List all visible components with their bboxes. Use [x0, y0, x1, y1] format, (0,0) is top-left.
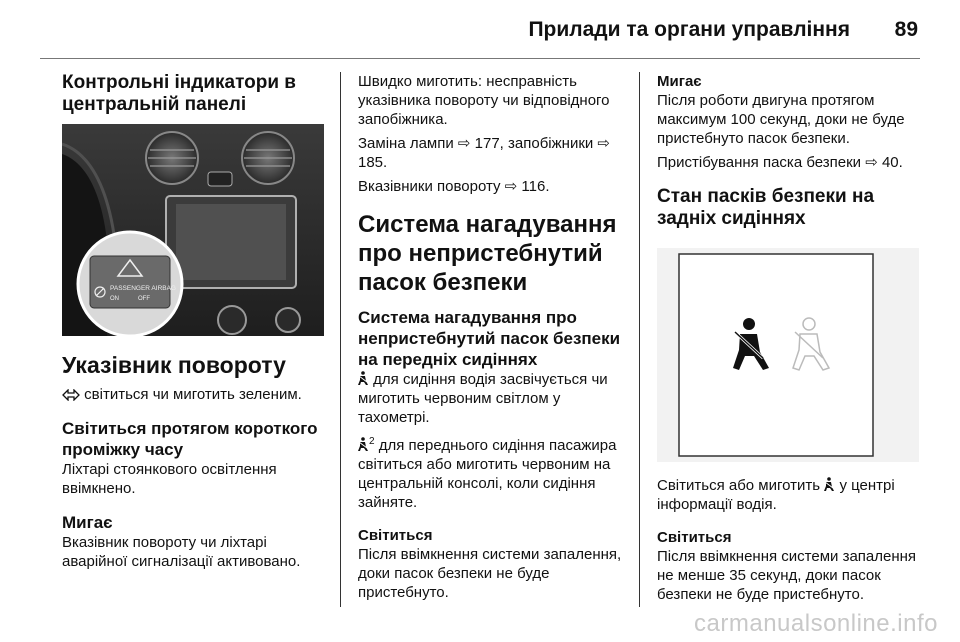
- column-3: [657, 72, 923, 604]
- center-panel-photo: [62, 124, 324, 336]
- seatbelt-icon: [824, 477, 835, 492]
- column-2: [358, 72, 624, 602]
- passenger-seatbelt-text: [358, 432, 624, 512]
- passenger-airbag-label: PASSENGER AIRBAG: [110, 285, 176, 292]
- seatbelt-passenger-icon: [358, 437, 369, 452]
- driver-seatbelt-text: [358, 370, 624, 427]
- turn-signal-arrows-icon: [62, 389, 80, 401]
- fast-flash-text: Швидко миготить: несправність указівника повороту чи відповідного запобіжника.: [358, 73, 610, 128]
- center-display-text-before: Світиться або миготить: [657, 477, 821, 494]
- airbag-off-label: OFF: [138, 296, 150, 302]
- brief-lit-heading: Світиться протягом короткого проміжку часу: [62, 419, 318, 459]
- page-header: [0, 0, 960, 62]
- column-1: [62, 72, 324, 571]
- seatbelt-icon: [358, 371, 369, 386]
- turn-signal-heading: Указівник повороту: [62, 352, 286, 378]
- header-rule: [40, 58, 920, 59]
- passenger-seatbelt-description: для переднього сидіння пасажира світиться або миготить червоним на центральній консолі, коли сидіння зайняте.: [358, 437, 617, 511]
- center-display-text: [657, 476, 923, 514]
- flash-heading: Мигає: [657, 73, 702, 90]
- turn-signal-reference-text: Вказівники повороту ⇨ 116.: [358, 178, 550, 195]
- airbag-on-label: ON: [110, 296, 119, 302]
- page-number: 89: [894, 18, 918, 41]
- column-divider: [639, 72, 640, 607]
- lit-heading: Світиться: [358, 527, 433, 544]
- front-seatbelt-heading: Система нагадування про непристебнутий пасок безпеки на передніх сидіннях: [358, 308, 621, 369]
- turn-signal-text: [62, 385, 324, 404]
- flash-text: Після роботи двигуна протягом максимум 100 секунд, доки не буде пристебнуто пасок безпеки.: [657, 92, 905, 147]
- column-divider: [340, 72, 341, 607]
- brief-lit-text: Ліхтарі стоянкового освітлення ввімкнено.: [62, 461, 277, 497]
- fasten-belt-reference-text: Пристібування паска безпеки ⇨ 40.: [657, 154, 903, 171]
- center-display-text-after: у центрі інформації водія.: [657, 477, 895, 513]
- chapter-title: Прилади та органи управління: [528, 18, 850, 41]
- flash-text: Вказівник повороту чи ліхтарі аварійної сигналізації активовано.: [62, 534, 301, 570]
- turn-signal-description: світиться чи миготить зеленим.: [84, 386, 302, 403]
- lamp-replacement-text: Заміна лампи ⇨ 177, запобіжники ⇨ 185.: [358, 135, 610, 171]
- driver-seatbelt-description: для сидіння водія засвічується чи миготить червоним світлом у тахометрі.: [358, 371, 608, 426]
- lit-text: Після ввімкнення системи запалення не менше 35 секунд, доки пасок безпеки не буде пристебнуто.: [657, 548, 917, 603]
- rear-seatbelt-status-figure: [657, 248, 919, 462]
- lit-heading: Світиться: [657, 529, 732, 546]
- flash-heading: Мигає: [62, 513, 113, 532]
- section-title-center-panel: Контрольні індикатори в центральній панелі: [62, 72, 296, 115]
- lit-text: Після ввімкнення системи запалення, доки пасок безпеки не буде пристебнуто.: [358, 546, 622, 601]
- footer-watermark: carmanualsonline.info: [694, 610, 938, 637]
- rear-seatbelt-heading: Стан пасків безпеки на задніх сидіннях: [657, 186, 875, 229]
- seatbelt-reminder-heading: Система нагадування про непристебнутий пасок безпеки: [358, 211, 617, 296]
- passenger-icon-superscript: 2: [369, 436, 375, 447]
